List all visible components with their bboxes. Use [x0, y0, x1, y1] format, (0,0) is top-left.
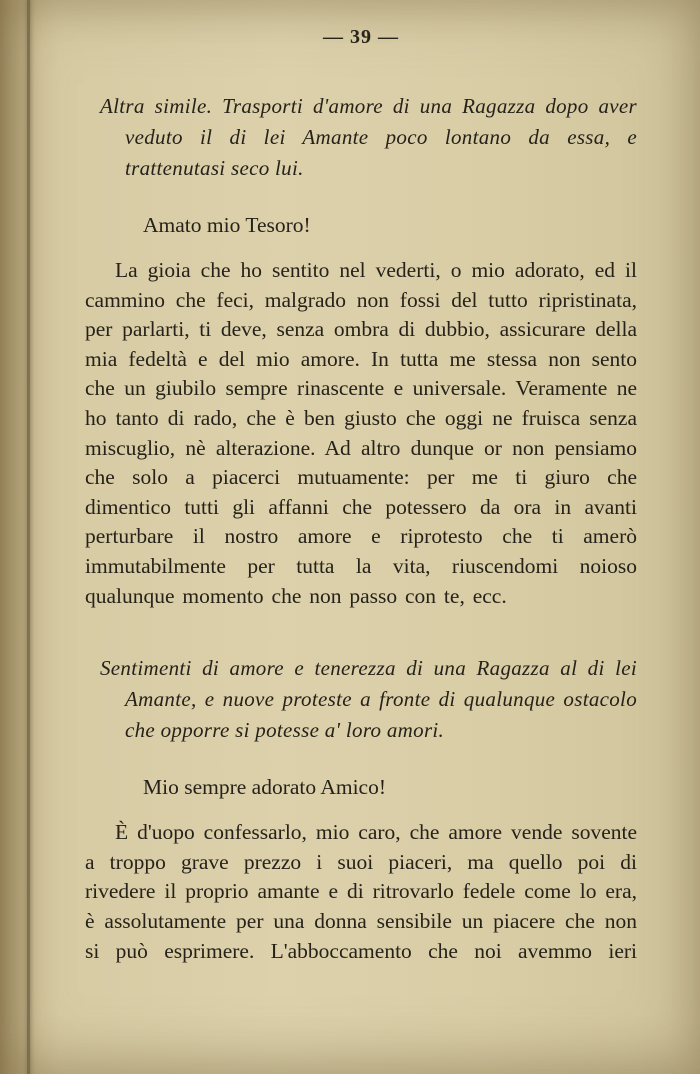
letter-body-1: La gioia che ho sentito nel vederti, o mio adorato, ed il cammino che feci, malgrado non fossi del tutto ripristinata, per parlarti, ti deve, senza ombra di dubbio, assicurare della mia fedeltà e del mio amore. In tutta me stessa non sento che un giubilo sempre rinascente e universale. Veramente ne ho tanto di rado, che è ben giusto che oggi ne fruisca senza miscuglio, nè alterazione. Ad altro dunque or non pensiamo che solo a piacerci mutuamente: per me ti giuro che dimentico tutti gli affanni che potessero da ora in avanti perturbare il nostro amore e riprotesto che ti amerò immutabilmente per tutta la vita, riuscendomi noioso qualunque momento che non passo con te, ecc. [85, 258, 637, 608]
page-binding-line [27, 0, 30, 1074]
letter-body-2: È d'uopo confessarlo, mio caro, che amore vende sovente a troppo grave prezzo i suoi piaceri, ma quello poi di rivedere il proprio amante e di ritrovarlo fedele come lo era, è assolutamente per una donna sensibile un piacere che non si può esprimere. L'abboccamento che noi avemmo ieri [85, 820, 637, 963]
letter-title-1: Altra simile. Trasporti d'amore di una Ragazza dopo aver veduto il di lei Amante poco lontano da essa, e trattenutasi seco lui. [100, 94, 637, 180]
letter-salutation-2: Mio sempre adorato Amico! [143, 775, 387, 800]
page-number: — 39 — [323, 26, 399, 48]
letter-title-2: Sentimenti di amore e tenerezza di una Ragazza al di lei Amante, e nuove proteste a fronte di qualunque ostacolo che opporre si potesse a' loro amori. [100, 656, 637, 743]
book-page [85, 0, 637, 966]
letter-salutation-1: Amato mio Tesoro! [143, 213, 311, 237]
